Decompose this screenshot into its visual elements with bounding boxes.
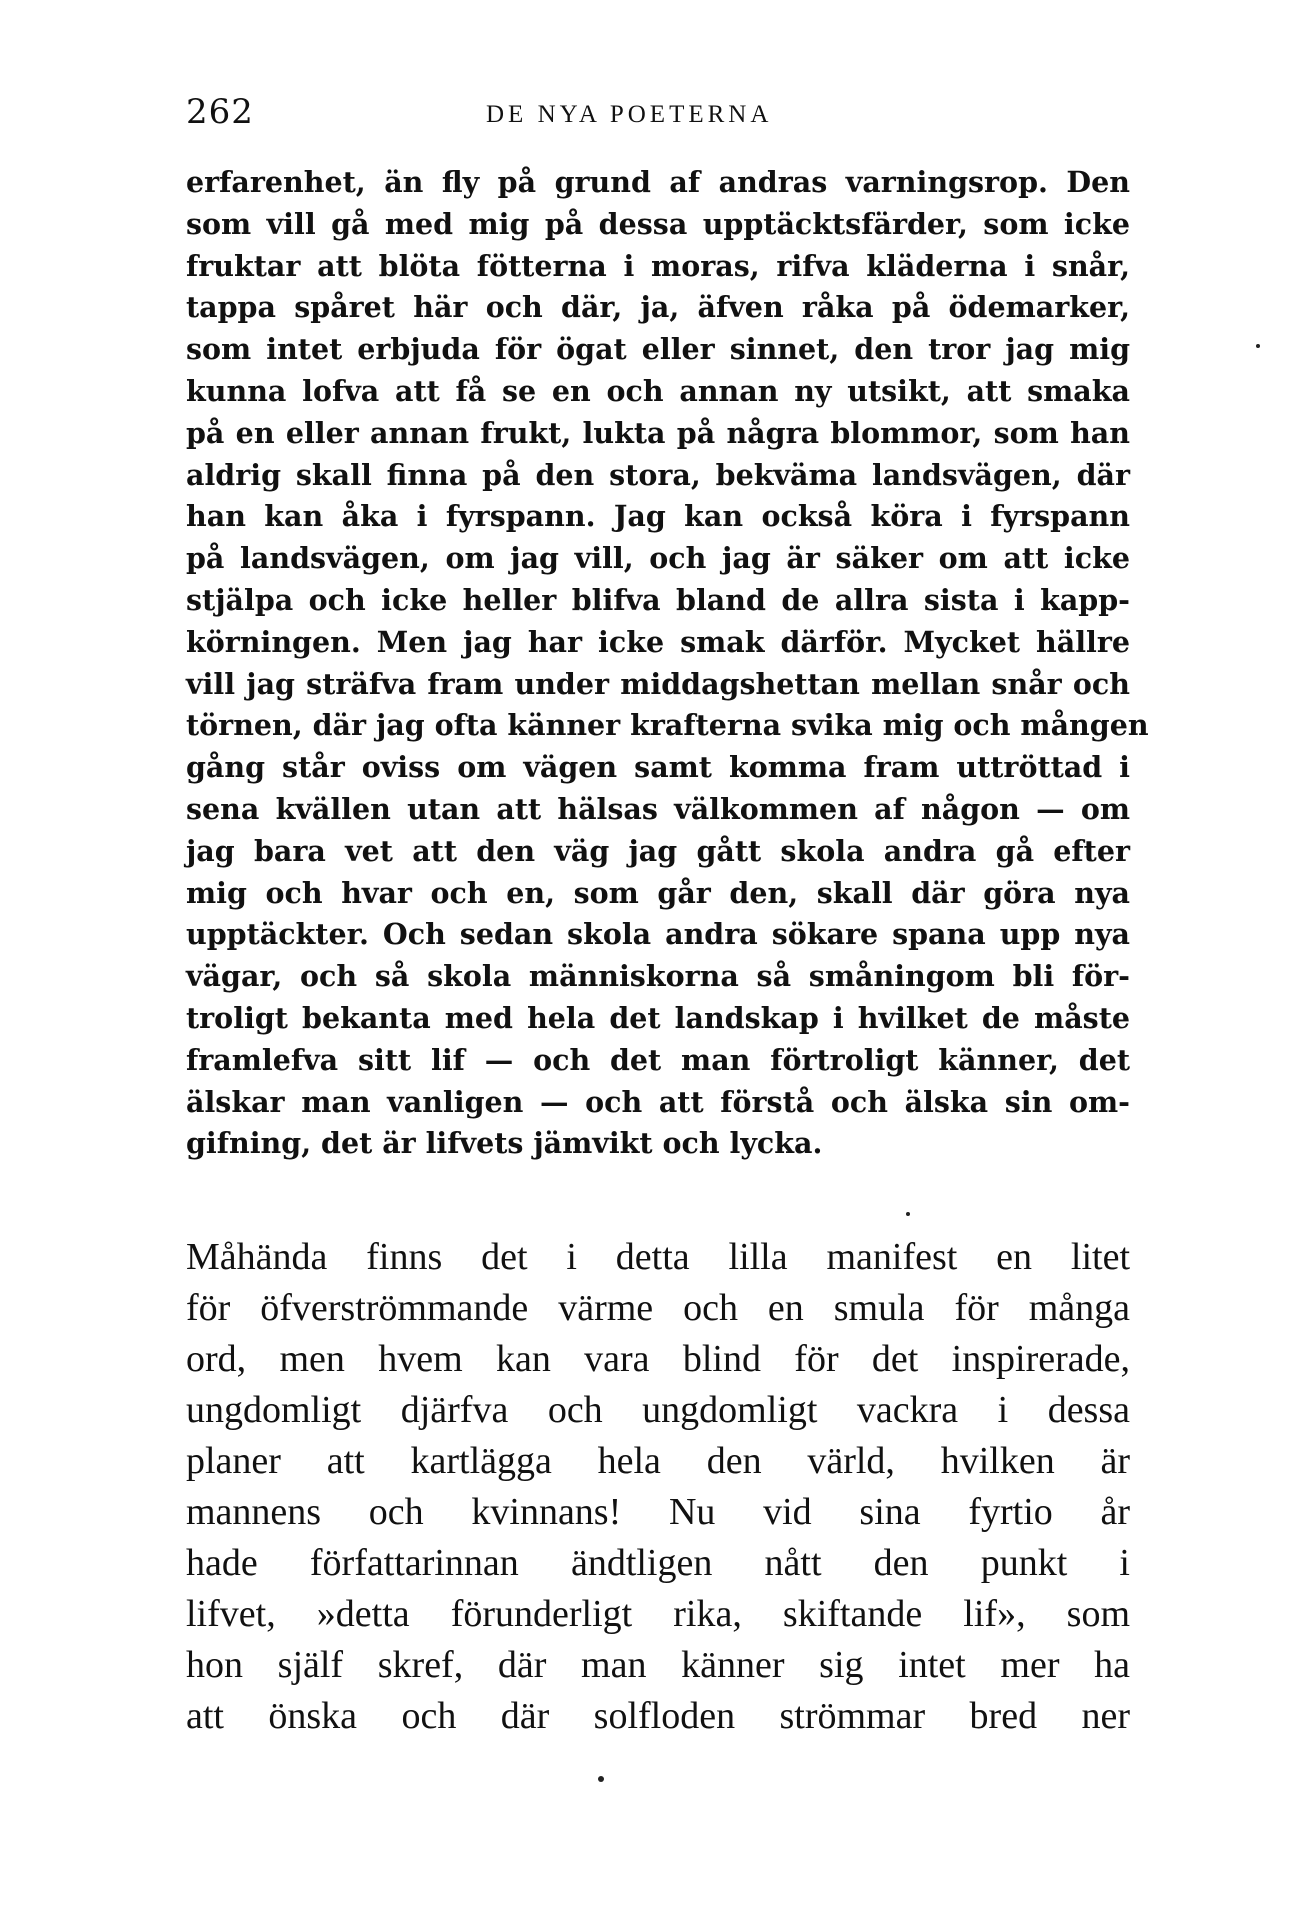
text-line: framlefva sitt lif — och det man förtroligt känner, det [186,1042,1130,1077]
text-line: kunna lofva att få se en och annan ny utsikt, att smaka [186,373,1130,408]
text-line: mannens och kvinnans! Nu vid sina fyrtio år [186,1491,1130,1533]
text-line: troligt bekanta med hela det landskap i hvilket de måste [186,1000,1130,1035]
text-line: för öfverströmmande värme och en smula för många [186,1287,1130,1329]
text-line: stjälpa och icke heller blifva bland de allra sista i kapp- [186,582,1130,617]
text-line: gifning, det är lifvets jämvikt och lycka. [186,1126,823,1161]
page-header [186,92,1130,142]
text-line: planer att kartlägga hela den värld, hvilken är [186,1440,1130,1482]
text-line: på landsvägen, om jag vill, och jag är säker om att icke [186,541,1130,576]
text-line: upptäckter. Och sedan skola andra sökare spana upp nya [186,917,1130,952]
commentary-paragraph [186,1232,1130,1742]
text-line: att önska och där solfloden strömmar bred ner [186,1695,1130,1737]
running-head: DE NYA POETERNA [486,101,773,128]
text-line: på en eller annan frukt, lukta på några blommor, som han [186,415,1130,450]
text-line: aldrig skall finna på den stora, bekväma landsvägen, där [186,457,1130,492]
page-number: 262 [186,92,254,132]
quoted-passage [186,162,1149,1165]
print-speck [906,1212,910,1216]
print-speck [1256,344,1260,348]
text-line: ord, men hvem kan vara blind för det inspirerade, [186,1338,1130,1380]
text-line: törnen, där jag ofta känner krafterna svika mig och mången [186,708,1149,743]
text-line: hade författarinnan ändtligen nått den punkt i [186,1542,1130,1584]
text-line: tappa spåret här och där, ja, äfven råka på ödemarker, [186,290,1130,325]
text-line: ungdomligt djärfva och ungdomligt vackra i dessa [186,1389,1130,1431]
text-line: sena kvällen utan att hälsas välkommen af någon — om [186,791,1130,826]
text-line: mig och hvar och en, som går den, skall där göra nya [186,875,1130,910]
text-line: vägar, och så skola människorna så småningom bli för- [186,959,1130,994]
text-line: körningen. Men jag har icke smak därför. Mycket hällre [186,624,1130,659]
text-line: jag bara vet att den väg jag gått skola andra gå efter [186,833,1130,868]
text-line: erfarenhet, än fly på grund af andras varningsrop. Den [186,165,1130,199]
text-line: älskar man vanligen — och att förstå och älska sin om- [186,1084,1130,1119]
text-line: fruktar att blöta fötterna i moras, rifva kläderna i snår, [186,248,1130,283]
text-line: gång står oviss om vägen samt komma fram uttröttad i [186,750,1130,785]
text-line: Måhända finns det i detta lilla manifest en litet [186,1236,1130,1278]
text-line: lifvet, »detta förunderligt rika, skiftande lif», som [186,1593,1130,1635]
text-line: han kan åka i fyrspann. Jag kan också köra i fyrspann [186,499,1130,534]
print-speck [598,1776,604,1782]
text-line: som vill gå med mig på dessa upptäcktsfärder, som icke [186,206,1130,241]
text-line: vill jag sträfva fram under middagshettan mellan snår och [186,666,1130,701]
text-line: hon själf skref, där man känner sig intet mer ha [186,1644,1130,1686]
text-line: som intet erbjuda för ögat eller sinnet, den tror jag mig [186,332,1130,367]
